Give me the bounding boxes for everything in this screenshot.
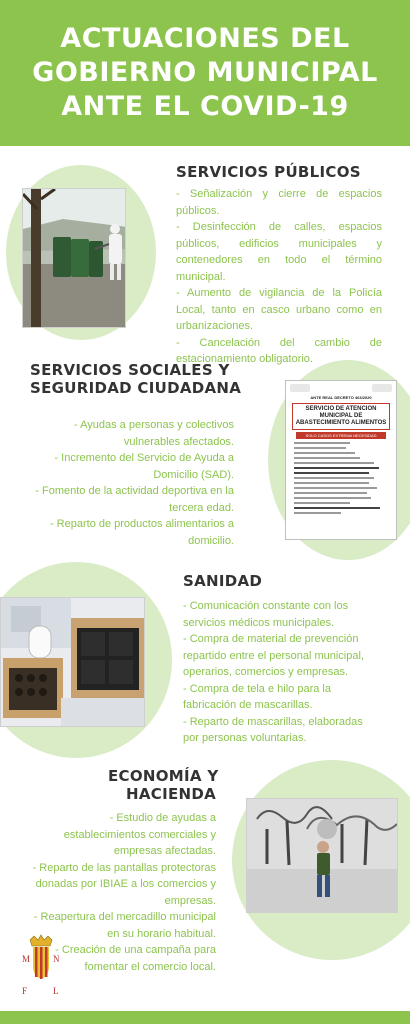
servicios-publicos-list bbox=[176, 186, 382, 368]
flyer-decree: ANTE REAL DECRETO 463/2020 bbox=[310, 395, 372, 400]
list-item: - Comunicación constante con los servicios médicos municipales. bbox=[183, 600, 349, 629]
flyer-text-lines bbox=[294, 442, 388, 514]
crest-letter-l: L bbox=[53, 986, 59, 996]
list-item: - Reparto de las pantallas protectoras donadas por IBIAE a los comercios y empresas. bbox=[32, 861, 216, 907]
flyer-title: SERVICIO DE ATENCION MUNICIPAL DE ABASTECIMIENTO ALIMENTOS bbox=[295, 406, 387, 426]
section-title-servicios-sociales-2: SEGURIDAD CIUDADANA bbox=[30, 379, 242, 397]
list-item: - Desinfección de calles, espacios públicos, edificios municipales y contenedores en todo el término municipal. bbox=[176, 221, 382, 283]
list-item: - Cancelación del cambio de estacionamiento obligatorio. bbox=[176, 336, 382, 365]
section-title-economia-1: ECONOMÍA Y bbox=[108, 767, 219, 785]
page-title-line-1: ACTUACIONES DEL bbox=[60, 23, 350, 54]
list-item: - Fomento de la actividad deportiva en la tercera edad. bbox=[35, 485, 234, 514]
list-item: - Señalización y cierre de espacios públicos. bbox=[176, 188, 382, 217]
crest-letter-f: F bbox=[22, 986, 28, 996]
sanidad-list bbox=[183, 598, 378, 747]
list-item: - Aumento de vigilancia de la Policía Local, tanto en casco urbano como en urbanizaciones. bbox=[176, 287, 382, 332]
flyer-food-service bbox=[285, 380, 397, 540]
header-banner bbox=[0, 0, 410, 146]
section-title-sanidad: SANIDAD bbox=[183, 572, 263, 590]
list-item: - Reparto de mascarillas, elaboradas por personas voluntarias. bbox=[183, 715, 363, 744]
section-title-servicios-sociales-1: SERVICIOS SOCIALES Y bbox=[30, 361, 230, 379]
list-item: - Creación de una campaña para fomentar el comercio local. bbox=[55, 944, 216, 973]
flyer-red-label: SOLO CASOS EXTREMA NECESIDAD bbox=[296, 432, 386, 439]
photo-market-mural bbox=[246, 798, 398, 913]
page-title-line-3: ANTE EL COVID-19 bbox=[61, 91, 349, 122]
section-title-economia-2: HACIENDA bbox=[126, 785, 217, 803]
footer-bar bbox=[0, 1011, 410, 1024]
list-item: - Reapertura del mercadillo municipal en su horario habitual. bbox=[33, 911, 216, 940]
section-title-servicios-publicos: SERVICIOS PÚBLICOS bbox=[176, 163, 361, 181]
municipal-crest bbox=[18, 934, 64, 1000]
list-item: - Estudio de ayudas a establecimientos comerciales y empresas afectadas. bbox=[63, 812, 216, 857]
crest-letter-m: M bbox=[22, 954, 31, 964]
page-title-line-2: GOBIERNO MUNICIPAL bbox=[32, 57, 378, 88]
flyer-logo-left bbox=[290, 384, 310, 392]
list-item: - Reparto de productos alimentarios a domicilio. bbox=[49, 518, 234, 547]
crest-letter-n: N bbox=[53, 954, 60, 964]
list-item: - Compra de tela e hilo para la fabricación de mascarillas. bbox=[183, 682, 331, 711]
list-item: - Incremento del Servicio de Ayuda a Domicilio (SAD). bbox=[54, 452, 234, 481]
photo-disinfection bbox=[22, 188, 126, 328]
list-item: - Ayudas a personas y colectivos vulnerables afectados. bbox=[74, 419, 234, 448]
servicios-sociales-list bbox=[30, 417, 234, 549]
flyer-logo-right bbox=[372, 384, 392, 392]
list-item: - Compra de material de prevención repartido entre el personal municipal, operarios, comercios y empresas. bbox=[183, 633, 364, 678]
photo-masks-materials bbox=[0, 597, 145, 727]
